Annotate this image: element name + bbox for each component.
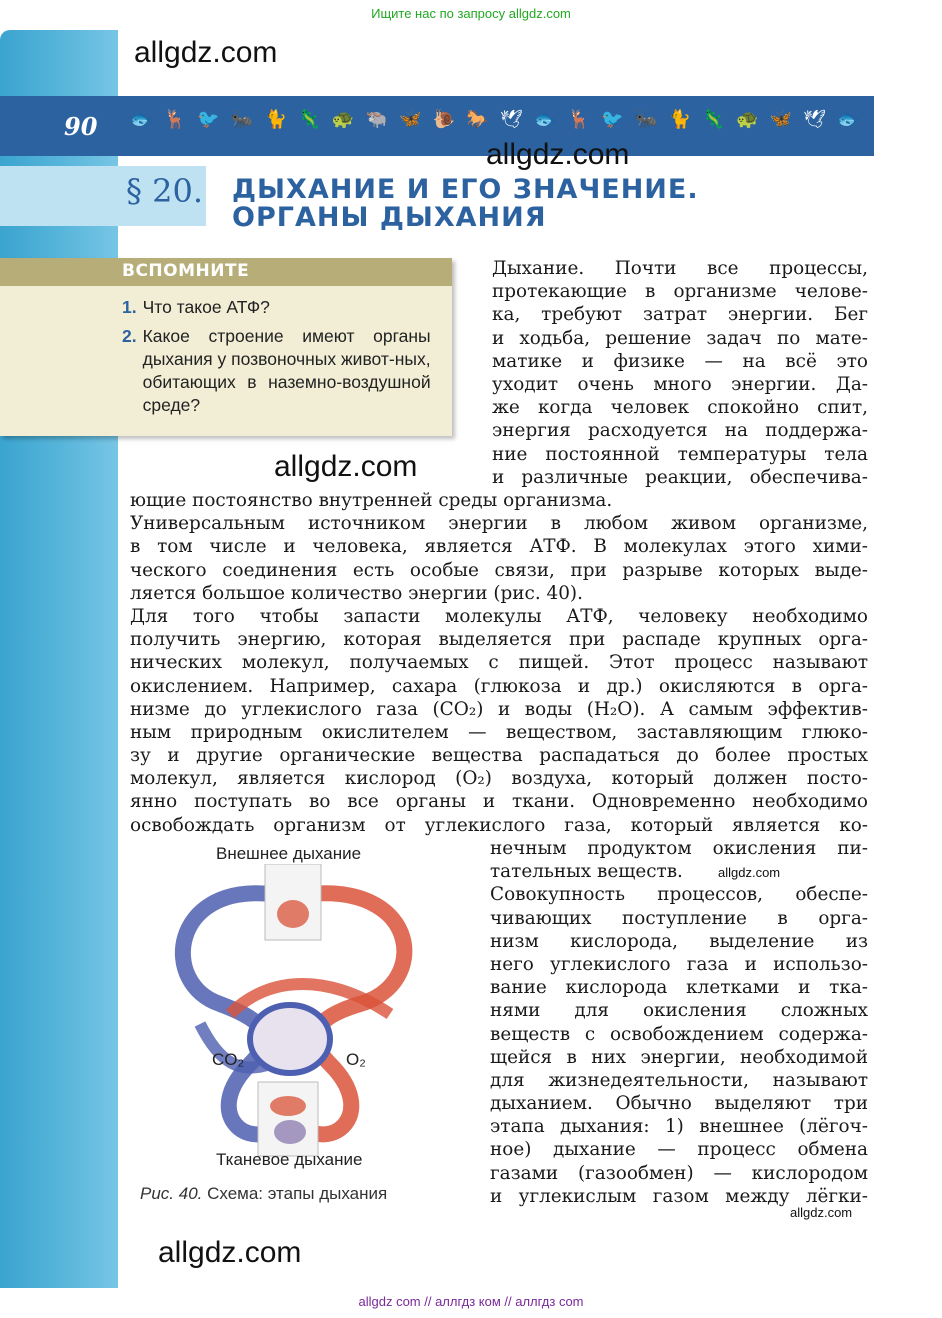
- question-number: 1.: [122, 297, 137, 317]
- text-line: энергия расходуется на поддержа-: [492, 420, 868, 442]
- watermark: allgdz.com: [486, 138, 630, 171]
- watermark-small: allgdz.com: [790, 1205, 853, 1220]
- text-line: низм кислорода, выделение из: [490, 930, 868, 952]
- watermark: allgdz.com: [158, 1236, 302, 1269]
- butterfly-icon: 🦋: [399, 108, 422, 130]
- cat-icon: 🐈: [264, 108, 287, 130]
- turtle-icon: 🐢: [735, 108, 759, 130]
- text-line: чивающих поступление в орга-: [490, 907, 868, 929]
- text-line: ным природным окислителем — веществом, заставляющим глюко-: [130, 721, 868, 743]
- figure-label-tissue-respiration: Тканевое дыхание: [216, 1150, 363, 1169]
- text-line: и различные реакции, обеспечива-: [492, 466, 868, 488]
- heart-icon: [250, 1005, 330, 1073]
- section-number: § 20.: [126, 172, 204, 210]
- tissue-cells-icon: [274, 1120, 306, 1144]
- top-note: Ищите нас по запросу allgdz.com: [371, 6, 571, 21]
- text-line: газами (газообмен) — кислородом: [490, 1162, 868, 1184]
- title-line-1: ДЫХАНИЕ И ЕГО ЗНАЧЕНИЕ.: [232, 174, 699, 205]
- text-line: дыханием. Обычно выделяют три: [490, 1093, 868, 1115]
- turtle-icon: 🐢: [331, 108, 355, 130]
- text-line: Универсальным источником энергии в любом живом организме,: [130, 513, 868, 535]
- bison-icon: 🐃: [365, 108, 388, 130]
- recall-heading: ВСПОМНИТЕ: [122, 261, 250, 281]
- text-line: Для того чтобы запасти молекулы АТФ, человеку необходимо: [130, 605, 868, 627]
- text-line: протекающие в организме челове-: [492, 281, 868, 303]
- text-line: уходит очень много энергии. Да-: [492, 373, 868, 395]
- text-line: же когда человек спокойно спит,: [492, 397, 868, 419]
- recall-heading-bar: [0, 258, 452, 286]
- text-line: ческого соединения есть особые связи, при разрыве которых выде-: [130, 559, 868, 581]
- text-line: ляется большое количество энергии (рис. 40).: [130, 582, 583, 604]
- figure-label-o2: O₂: [346, 1050, 366, 1069]
- butterfly-icon: 🦋: [769, 108, 793, 130]
- watermark: allgdz.com: [134, 36, 278, 69]
- respiration-scheme-diagram: [130, 864, 470, 1174]
- fish-icon: 🐟: [130, 108, 153, 130]
- intro-paragraph-right-column: [492, 257, 868, 489]
- figure-caption-number: Рис. 40.: [140, 1184, 203, 1203]
- text-line: получить энергию, которая выделяется при распаде крупных орга-: [130, 629, 868, 651]
- text-line: зу и другие органические вещества распадаться до более простых: [130, 745, 868, 767]
- text-line: него углекислого газа и использо-: [490, 953, 868, 975]
- insect-icon: 🐜: [230, 108, 254, 130]
- text-line: веществ с освобождением содержа-: [490, 1023, 868, 1045]
- cat-icon: 🐈: [668, 108, 692, 130]
- bird-icon: 🐦: [601, 108, 624, 130]
- animal-silhouettes-decoration: [130, 104, 860, 134]
- insect-icon: 🐜: [635, 108, 658, 130]
- text-line: янно поступать во все органы и ткани. Одновременно необходимо: [130, 791, 868, 813]
- text-line: и ходьба, решение задач по мате-: [492, 327, 868, 349]
- definition-paragraph-right-column: [490, 837, 868, 1208]
- horse-icon: 🐎: [466, 108, 489, 130]
- lizard-icon: 🦎: [298, 108, 321, 130]
- text-line: окислением. Например, сахара (глюкоза и др.) окисляются в орга-: [130, 675, 868, 697]
- question-text: Что такое АТФ?: [142, 297, 270, 317]
- text-line: нических молекул, получаемых с пищей. Этот процесс называют: [130, 652, 868, 674]
- figure-40: [130, 840, 470, 1180]
- snail-icon: 🐌: [432, 108, 456, 130]
- text-line: молекул, является кислород (O₂) воздуха, который должен посто-: [130, 768, 868, 790]
- text-line: нями для окисления сложных: [490, 1000, 868, 1022]
- lung-alveoli-icon: [277, 900, 309, 928]
- text-line: ное) дыхание — процесс обмена: [490, 1139, 868, 1161]
- text-line: Дыхание. Почти все процессы,: [492, 258, 868, 279]
- watermark: allgdz.com: [274, 450, 418, 483]
- fish-icon: 🐟: [837, 108, 860, 130]
- bottom-note: allgdz com // аллгдз ком // аллгдз com: [358, 1294, 584, 1309]
- question-text: Какое строение имеют органы дыхания у позвоночных живот-ных, обитающих в наземно-воздушной среде?: [142, 326, 431, 415]
- text-line: низме до углекислого газа (CO₂) и воды (H₂O). А самым эффектив-: [130, 698, 868, 720]
- text-line: вание кислорода клетками и тка-: [490, 977, 868, 999]
- figure-caption: [140, 1184, 387, 1204]
- lizard-icon: 🦎: [702, 108, 725, 130]
- figure-caption-text: Схема: этапы дыхания: [207, 1184, 388, 1203]
- text-line: и углекислым газом между лёгки-: [490, 1185, 868, 1207]
- main-paragraphs: [130, 489, 868, 837]
- text-line: тательных веществ.: [490, 861, 683, 883]
- figure-label-external-respiration: Внешнее дыхание: [216, 844, 362, 863]
- question-number: 2.: [122, 326, 137, 346]
- text-line: этапа дыхания: 1) внешнее (лёгоч-: [490, 1116, 868, 1138]
- recall-question-2: [122, 325, 431, 417]
- deer-icon: 🦌: [567, 108, 591, 130]
- title-line-2: ОРГАНЫ ДЫХАНИЯ: [232, 202, 547, 233]
- text-line: Совокупность процессов, обеспе-: [490, 884, 868, 906]
- bird-icon: 🕊: [500, 108, 523, 130]
- text-line: нечным продуктом окисления пи-: [490, 838, 868, 859]
- text-line: щейся в них энергии, необходимой: [490, 1046, 868, 1068]
- text-line: ние постоянной температуры тела: [492, 443, 868, 465]
- fish-icon: 🐟: [534, 108, 557, 130]
- text-line: в том числе и человека, является АТФ. В молекулах этого хими-: [130, 536, 868, 558]
- text-line: ка, требуют затрат энергии. Бег: [492, 304, 868, 326]
- deer-icon: 🦌: [163, 108, 187, 130]
- text-line: освобождать организм от углекислого газа, который является ко-: [130, 814, 868, 836]
- bird-icon: 🐦: [197, 108, 220, 130]
- text-line: матике и физике — на всё это: [492, 350, 868, 372]
- capillary-icon: [270, 1096, 306, 1116]
- page-title: [232, 176, 699, 232]
- page-number: 90: [64, 112, 98, 141]
- tissue-inset: [258, 1082, 318, 1156]
- figure-label-co2: CO₂: [212, 1050, 245, 1069]
- recall-question-1: [122, 296, 431, 319]
- bird-icon: 🕊: [803, 108, 827, 130]
- text-line: ющие постоянство внутренней среды организма.: [130, 490, 613, 511]
- watermark-small: allgdz.com: [718, 865, 781, 880]
- text-line: для жизнедеятельности, называют: [490, 1069, 868, 1091]
